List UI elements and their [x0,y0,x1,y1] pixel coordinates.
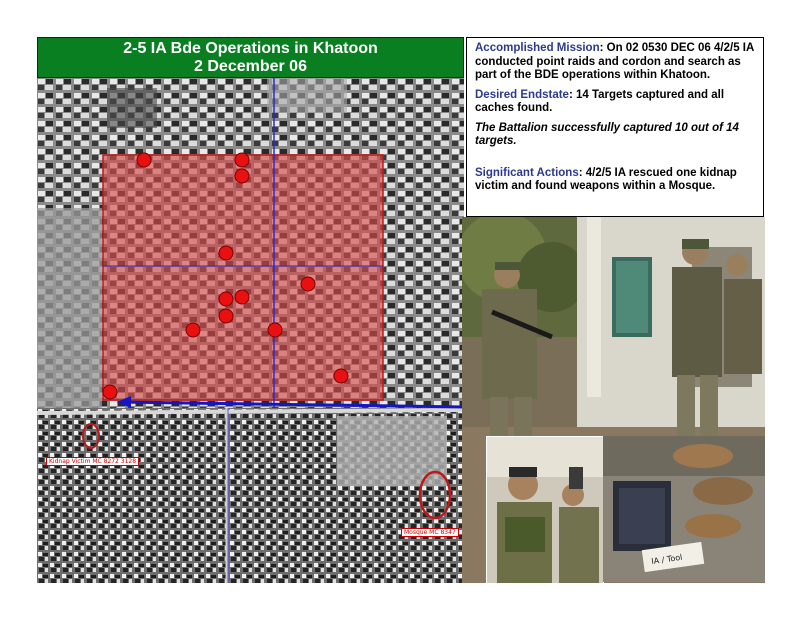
title-line-1: 2-5 IA Bde Operations in Khatoon [123,40,378,57]
summary-panel [466,37,764,217]
accomplished-label: Accomplished Mission [475,42,600,54]
accomplished-text: : On 02 0530 DEC 06 4/2/5 IA conducted point raids and cordon and search as part of the BDE operations within Khatoon. [475,42,754,81]
kidnap-victim-label: Kidnap Victim MC 8272 3128 [46,457,139,466]
target-marker [235,153,249,167]
significant-actions [475,167,755,194]
target-marker [103,385,117,399]
target-marker [219,292,233,306]
target-marker [219,246,233,260]
target-marker [235,290,249,304]
target-marker [268,323,282,337]
target-area-box [103,155,383,400]
weapons-cache-photo [603,436,765,582]
target-marker [334,369,348,383]
target-marker [186,323,200,337]
inset-soldier-photo [486,436,604,584]
desired-endstate [475,89,755,116]
target-marker [235,169,249,183]
title-line-2: 2 December 06 [194,58,307,75]
endstate-text: : 14 Targets captured and all caches found. [475,88,725,114]
actions-label: Significant Actions [475,166,579,179]
actions-text: : 4/2/5 IA rescued one kidnap victim and found weapons within a Mosque. [475,166,737,192]
target-marker [301,277,315,291]
result-text: The Battalion successfully captured 10 out of 14 targets. [475,121,739,147]
accomplished-mission [475,42,755,83]
endstate-label: Desired Endstate [475,88,569,101]
aerial-map [37,78,464,583]
photo-tag: IA / Tool [650,552,683,567]
target-marker [137,153,151,167]
title-banner [37,37,464,78]
mosque-label: Mosque MC 8347 [401,528,459,537]
target-marker [219,309,233,323]
